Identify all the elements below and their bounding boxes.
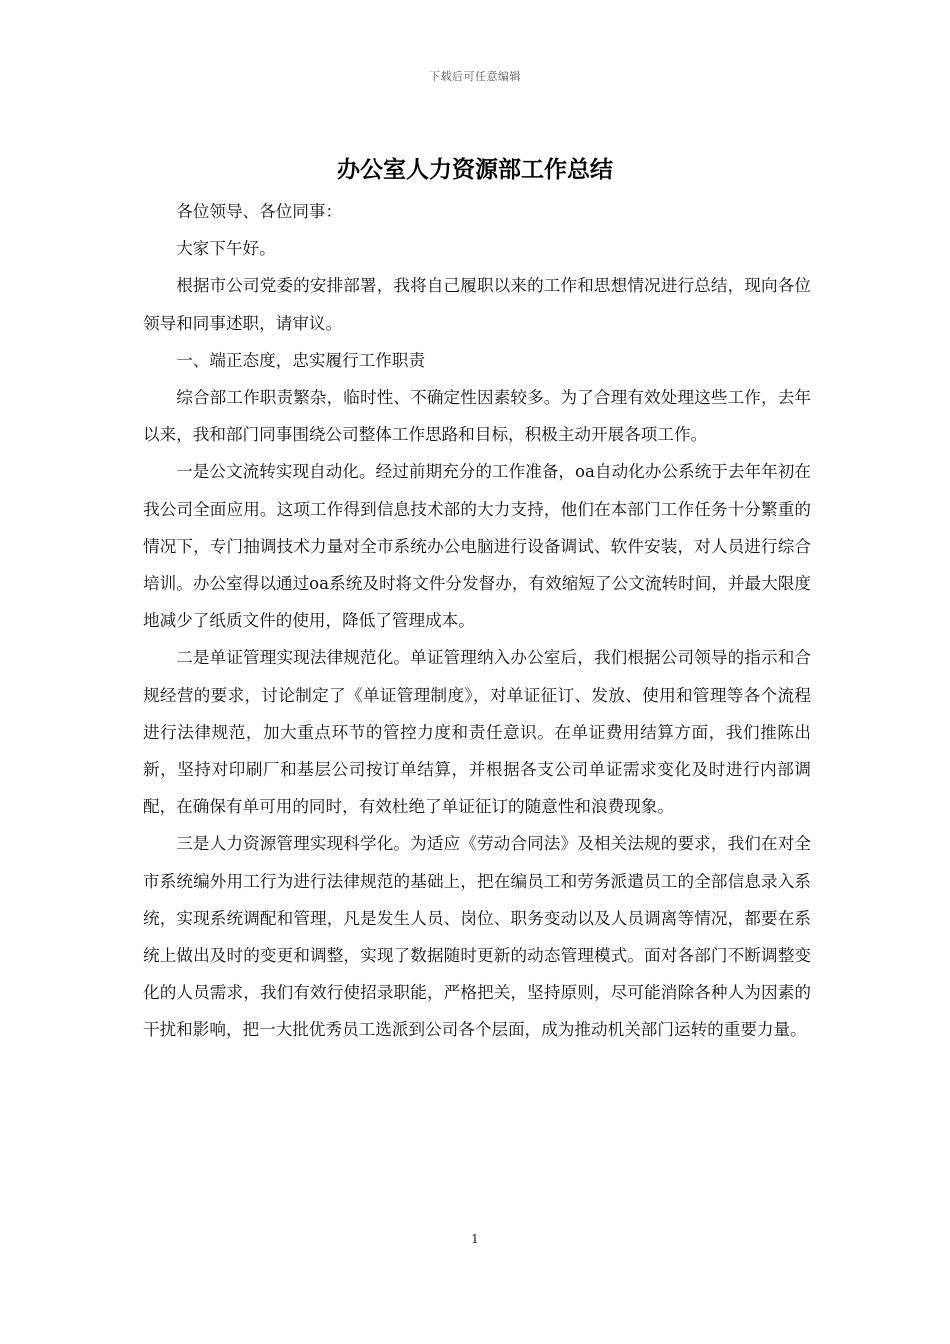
body-paragraph: 一是公文流转实现自动化。经过前期充分的工作准备，oa自动化办公系统于去年年初在我公司全面应用。这项工作得到信息技术部的大力支持，他们在本部门工作任务十分繁重的情况下，专门抽调技术力量对全市系统办公电脑进行设备调试、软件安装，对人员进行综合培训。办公室得以通过oa系统及时将文件分发督办，有效缩短了公文流转时间，并最大限度地减少了纸质文件的使用，降低了管理成本。	[143, 462, 811, 631]
page-number: 1	[471, 1232, 479, 1246]
body-paragraph: 综合部工作职责繁杂，临时性、不确定性因素较多。为了合理有效处理这些工作，去年以来，我和部门同事围绕公司整体工作思路和目标，积极主动开展各项工作。	[143, 388, 811, 445]
greeting: 大家下午好。	[176, 239, 276, 259]
section-heading: 一、端正态度，忠实履行工作职责	[176, 350, 426, 370]
document-title: 办公室人力资源部工作总结	[337, 156, 613, 183]
header-note: 下载后可任意编辑	[429, 70, 521, 83]
body-paragraph: 三是人力资源管理实现科学化。为适应《劳动合同法》及相关法规的要求，我们在对全市系统编外用工行为进行法律规范的基础上，把在编员工和劳务派遣员工的全部信息录入系统，实现系统调配和管理，凡是发生人员、岗位、职务变动以及人员调离等情况，都要在系统上做出及时的变更和调整，实现了数据随时更新的动态管理模式。面对各部门不断调整变化的人员需求，我们有效行使招录职能，严格把关，坚持原则，尽可能消除各种人为因素的干扰和影响，把一大批优秀员工选派到公司各个层面，成为推动机关部门运转的重要力量。	[143, 834, 811, 1040]
document-body	[143, 193, 811, 1049]
salutation: 各位领导、各位同事：	[176, 202, 343, 221]
intro-paragraph: 根据市公司党委的安排部署，我将自己履职以来的工作和思想情况进行总结，现向各位领导和同事述职，请审议。	[143, 276, 811, 333]
body-paragraph: 二是单证管理实现法律规范化。单证管理纳入办公室后，我们根据公司领导的指示和合规经营的要求，讨论制定了《单证管理制度》，对单证征订、发放、使用和管理等各个流程进行法律规范，加大重点环节的管控力度和责任意识。在单证费用结算方面，我们推陈出新，坚持对印刷厂和基层公司按订单结算，并根据各支公司单证需求变化及时进行内部调配，在确保有单可用的同时，有效杜绝了单证征订的随意性和浪费现象。	[143, 648, 811, 817]
